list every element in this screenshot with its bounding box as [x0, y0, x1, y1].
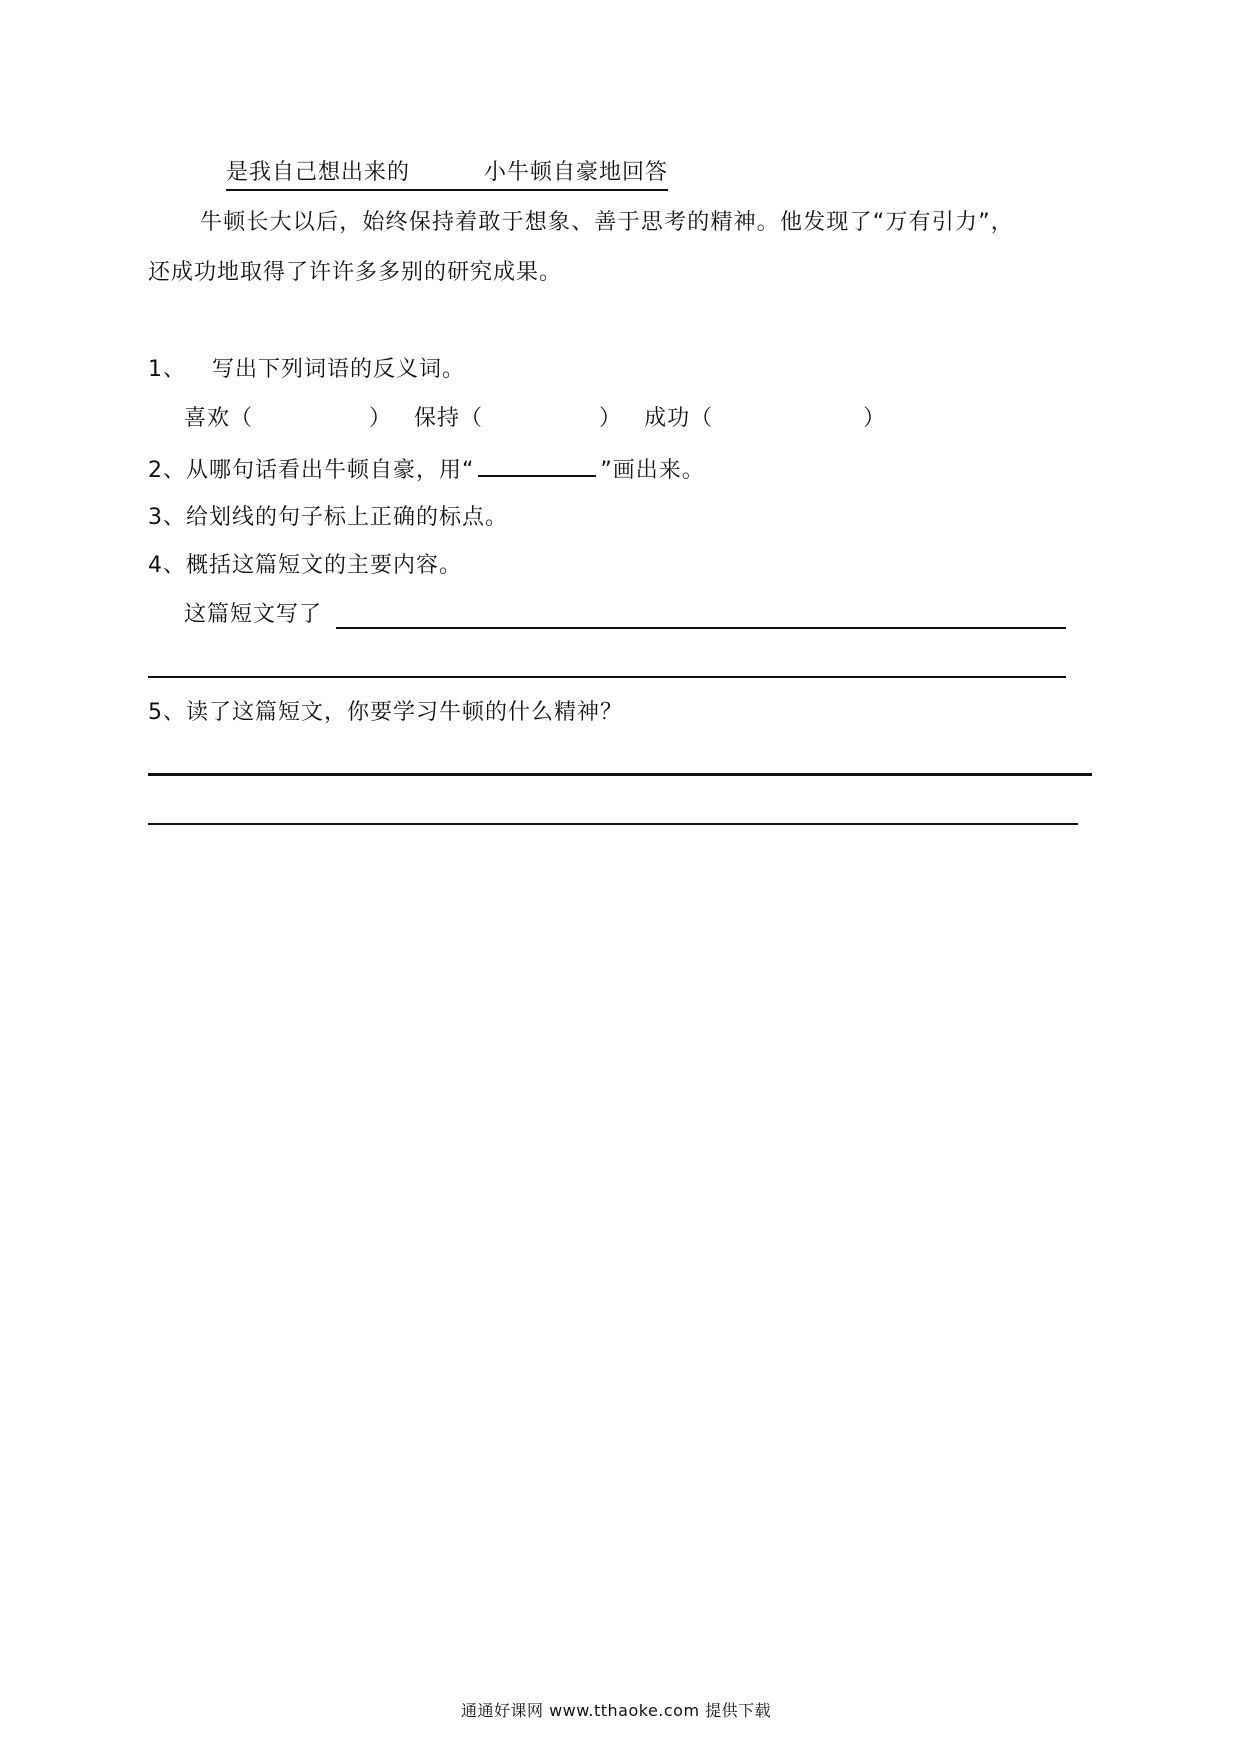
antonym-close-1: ）	[369, 406, 393, 431]
question-4: 4、概括这篇短文的主要内容。	[148, 553, 462, 578]
question-2-suffix: ”画出来。	[600, 458, 705, 483]
question-1	[148, 355, 465, 385]
question-1-number: 1、	[148, 357, 186, 382]
question-3: 3、给划线的句子标上正确的标点。	[148, 505, 508, 530]
paragraph-line-1: 牛顿长大以后，始终保持着敢于想象、善于思考的精神。他发现了“万有引力”，	[200, 210, 1014, 235]
question-4-answer-prefix: 这篇短文写了	[184, 602, 323, 627]
dialogue-part1: 是我自己想出来的	[226, 160, 411, 185]
antonym-close-2: ）	[599, 406, 623, 431]
question-2-underline-sample	[478, 453, 596, 477]
question-5: 5、读了这篇短文，你要学习牛顿的什么精神？	[148, 700, 623, 725]
question-5-answer-line-1[interactable]	[148, 773, 1092, 776]
paragraph-line-2: 还成功地取得了许许多多别的研究成果。	[148, 260, 563, 285]
question-5-answer-line-2[interactable]	[148, 823, 1078, 825]
question-1-text: 写出下列词语的反义词。	[212, 357, 466, 382]
question-2-prefix: 2、从哪句话看出牛顿自豪，用“	[148, 458, 475, 483]
question-4-answer-line-2[interactable]	[148, 676, 1066, 678]
antonym-word-1: 喜欢（	[184, 406, 254, 431]
question-4-answer-line-1[interactable]	[336, 627, 1066, 629]
antonym-word-2: 保持（	[414, 406, 484, 431]
antonym-word-3: 成功（	[644, 406, 714, 431]
dialogue-line-underlined	[226, 158, 668, 191]
question-2	[148, 453, 705, 486]
dialogue-line	[226, 158, 668, 191]
antonym-row	[184, 404, 886, 434]
antonym-close-3: ）	[863, 406, 887, 431]
page-footer: 通通好课网 www.tthaoke.com 提供下载	[461, 1701, 772, 1720]
dialogue-part2: 小牛顿自豪地回答	[484, 160, 669, 185]
